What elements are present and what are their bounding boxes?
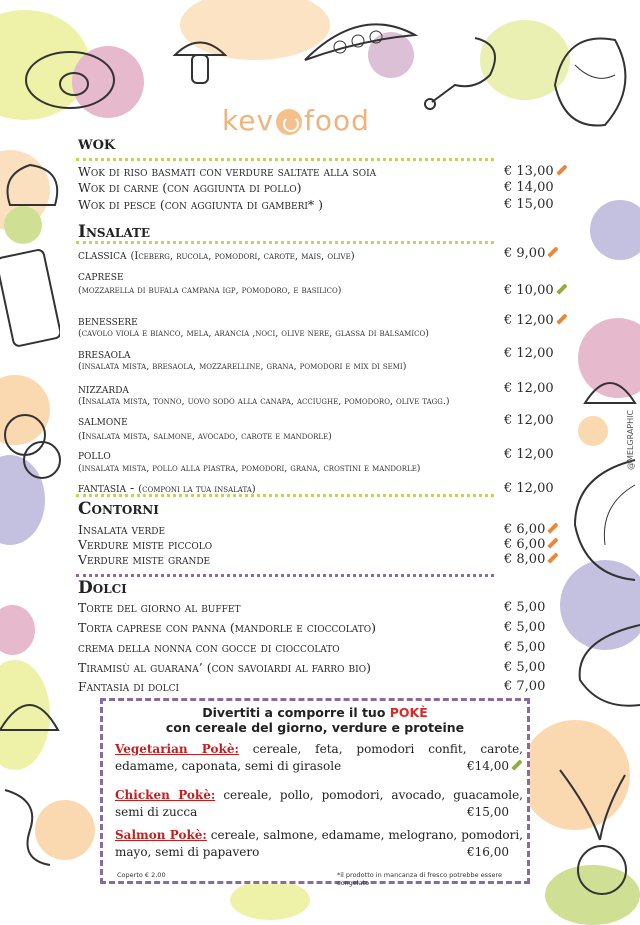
menu-item-desc: (insalata mista, bresaola, mozzarelline, grana, pomodori e mix di semi): [78, 361, 407, 372]
menu-item-desc: (insalata mista, pollo alla piastra, pomodori, grana, crostini e mandorle): [78, 463, 421, 474]
menu-item: caprese: [78, 268, 124, 283]
deco-circle-pink-l: [0, 605, 35, 655]
section-title-insalate: Insalate: [78, 222, 151, 242]
menu-price: € 5,00: [504, 600, 546, 615]
coperto-note: Coperto € 2,00: [117, 871, 166, 879]
deco-circle-purple-tr: [590, 200, 640, 260]
logo-ring-icon: [276, 109, 302, 135]
cabbage-sketch-icon: [545, 25, 640, 135]
poke-headline: Divertiti a comporre il tuo POKÈ: [202, 705, 428, 720]
leaf-icon: [511, 759, 522, 770]
menu-price: € 10,00: [504, 283, 568, 298]
menu-item: Verdure miste piccolo: [78, 537, 213, 552]
carrot-icon: [548, 246, 559, 257]
poke-item: Chicken Pokè: cereale, pollo, pomodori, avocado, guacamole, semi di zucca €15,00: [115, 788, 523, 819]
menu-item: nizzarda: [78, 381, 129, 396]
menu-price: € 12,00: [504, 346, 554, 361]
menu-item: bresaola: [78, 346, 131, 361]
menu-item-desc: (cavolo viola e bianco, mela, arancia ,noci, olive nere, glassa di balsamico): [78, 328, 429, 339]
carrot-icon: [548, 522, 559, 533]
menu-item: Fantasia di dolci: [78, 679, 180, 694]
menu-item: pollo: [78, 447, 111, 462]
garlic-sketch-icon: [0, 145, 70, 215]
menu-price: € 5,00: [504, 660, 546, 675]
frozen-note: *il prodotto in mancanza di fresco potrebbe essere congelato: [337, 871, 502, 887]
carrot-icon: [548, 552, 559, 563]
poke-price: €15,00: [467, 805, 509, 819]
divider-dolci: [76, 574, 494, 577]
menu-price: € 12,00: [504, 447, 554, 462]
menu-price: € 6,00: [504, 537, 559, 552]
pasta-sketch-icon: [0, 780, 60, 870]
poke-subheadline: con cereale del giorno, verdure e proteine: [165, 720, 465, 735]
menu-price: € 8,00: [504, 552, 559, 567]
cabbage-half-sketch-icon: [570, 620, 640, 710]
radish-sketch-icon: [540, 760, 640, 900]
mushroom-sketch-icon: [170, 30, 230, 90]
menu-price: € 15,00: [504, 197, 554, 212]
menu-item: crema della nonna con gocce di cioccolato: [78, 640, 340, 655]
section-title-wok: WOK: [78, 138, 116, 153]
menu-price: € 9,00: [504, 246, 559, 261]
carrot-icon: [556, 164, 567, 175]
menu-price: € 7,00: [504, 679, 546, 694]
menu-item-desc: (Insalata mista, salmone, avocado, carote e mandorle): [78, 431, 332, 442]
tofu-sketch-icon: [0, 245, 60, 355]
poke-item: Salmon Pokè: cereale, salmone, edamame, melograno, pomodori, mayo, semi di papavero €16,00: [115, 828, 523, 859]
menu-item: Insalata verde: [78, 522, 166, 537]
poke-price: €16,00: [467, 845, 509, 859]
cauliflower-sketch-icon: [0, 405, 70, 495]
menu-item: Torta caprese con panna (mandorle e cioccolato): [78, 620, 376, 635]
menu-price: € 12,00: [504, 313, 568, 328]
menu-price: € 12,00: [504, 413, 554, 428]
divider-insalate: [76, 241, 494, 244]
lettuce-sketch-icon: [565, 455, 640, 585]
menu-price: € 12,00: [504, 381, 554, 396]
menu-item: salmone: [78, 413, 128, 428]
menu-item: Wok di pesce (con aggiunta di gamberi* ): [78, 197, 324, 212]
menu-item: Verdure miste grande: [78, 552, 211, 567]
poke-box: [100, 698, 530, 887]
menu-price: € 12,00: [504, 481, 554, 496]
menu-price: € 13,00: [504, 164, 568, 179]
brand-logo: kev food: [222, 104, 370, 137]
menu-item: fantasia - (componi la tua insalata): [78, 480, 256, 495]
leaf-icon: [556, 283, 567, 294]
menu-item: Torte del giorno al buffet: [78, 600, 241, 615]
section-title-contorni: Contorni: [78, 499, 159, 519]
illustration-credit: @MELGRAPHIC: [626, 409, 635, 470]
menu-price: € 6,00: [504, 522, 559, 537]
menu-item-desc: (mozzarella di bufala campana igp, pomodoro, e basilico): [78, 285, 342, 296]
divider-contorni: [76, 494, 494, 497]
divider-wok: [76, 158, 494, 161]
menu-item: Tiramisù al guarana’ (con savoiardi al farro bio): [78, 660, 371, 675]
menu-price: € 14,00: [504, 180, 554, 195]
menu-item: Wok di carne (con aggiunta di pollo): [78, 180, 302, 195]
menu-price: € 5,00: [504, 640, 546, 655]
peapod-sketch-icon: [300, 15, 420, 75]
chicken-leg-sketch-icon: [420, 30, 510, 110]
avocado-sketch-icon: [18, 40, 128, 120]
menu-price: € 5,00: [504, 620, 546, 635]
deco-circle-yellow-b: [230, 880, 310, 920]
poke-price: €14,00: [467, 758, 523, 775]
poke-item: Vegetarian Pokè: cereale, feta, pomodori confit, carote, edamame, caponata, semi di girasole €14,00: [115, 742, 523, 773]
menu-item: benessere: [78, 313, 138, 328]
carrot-icon: [548, 537, 559, 548]
menu-item: classica (Iceberg, rucola, pomodori, carote, mais, olive): [78, 247, 355, 262]
section-title-dolci: Dolci: [78, 578, 127, 598]
carrot-icon: [556, 313, 567, 324]
taco-sketch-icon: [0, 680, 60, 740]
menu-item: Wok di riso basmati con verdure saltate alla soia: [78, 164, 377, 179]
menu-item-desc: (Insalata mista, tonno, uovo sodo alla canapa, acciughe, pomodoro, olive tagg.): [78, 396, 450, 407]
deco-circle-orange-r: [578, 416, 608, 446]
